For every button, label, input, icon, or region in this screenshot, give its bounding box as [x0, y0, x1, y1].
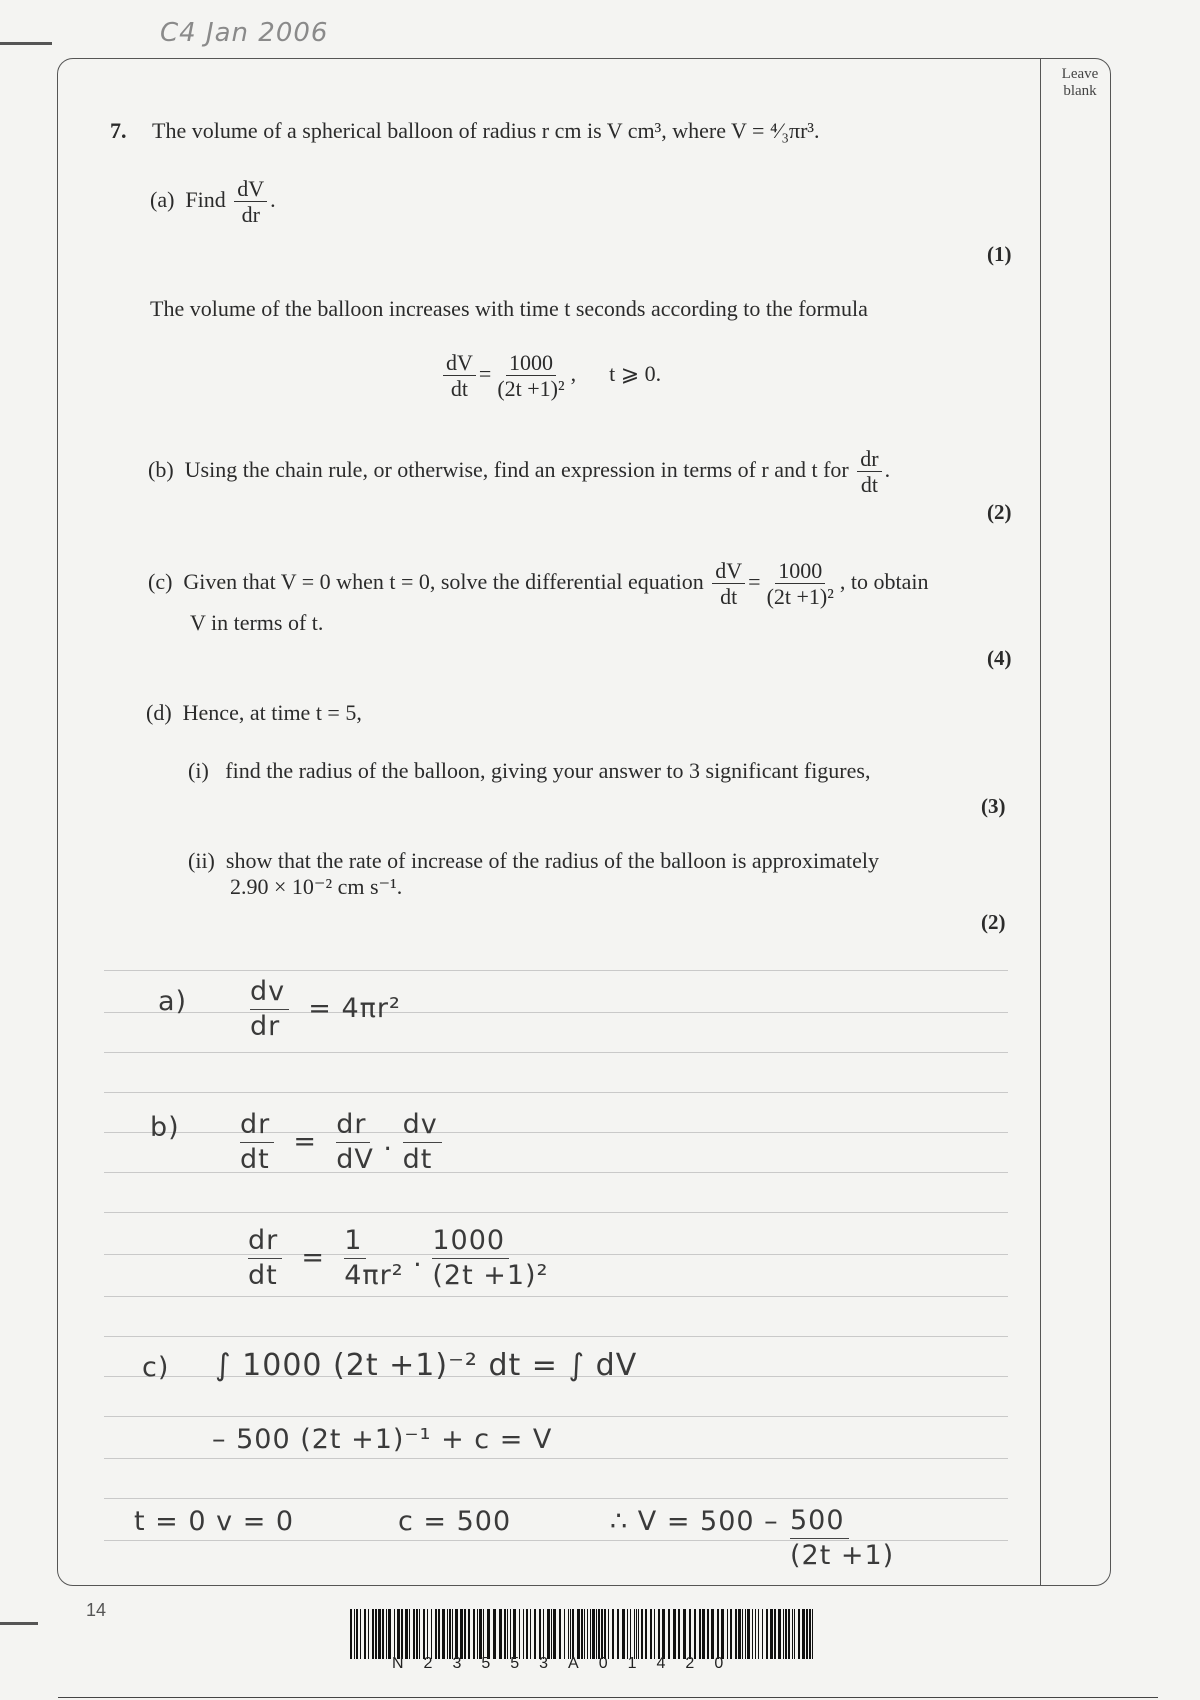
barcode-bar [636, 1609, 637, 1659]
formula-sep: , [570, 360, 577, 386]
barcode-bar [473, 1609, 475, 1659]
barcode-bar [783, 1609, 784, 1659]
barcode-bar [368, 1609, 369, 1659]
ruled-line [104, 970, 1008, 971]
part-b-text: Using the chain rule, or otherwise, find an expression in terms of r and t for [184, 456, 849, 482]
barcode-bar [587, 1609, 588, 1659]
part-b-tail: . [884, 456, 891, 482]
barcode-bar [354, 1609, 355, 1659]
answer-c-line1: ∫ 1000 (2t +1)⁻² dt = ∫ dV [215, 1348, 638, 1383]
formula-condition: t ⩾ 0. [609, 360, 662, 386]
barcode-bar [455, 1609, 458, 1659]
formula-lhs-den: dt [450, 376, 468, 402]
answer-a-label: a) [158, 986, 188, 1017]
barcode-bar [382, 1609, 384, 1659]
formula-rhs [494, 350, 567, 402]
barcode-bar [570, 1609, 571, 1659]
barcode-bar [634, 1609, 635, 1659]
part-a-text: Find [185, 186, 226, 212]
barcode-bar [650, 1609, 652, 1659]
barcode-bar [678, 1609, 680, 1659]
part-b-label: (b) [148, 456, 174, 482]
part-c-lhs [712, 558, 745, 610]
barcode-bar [617, 1609, 619, 1659]
ruled-line [104, 1052, 1008, 1053]
barcode-bar [673, 1609, 676, 1659]
answer-b1-dot: . [383, 1125, 394, 1157]
part-b-frac-den: dt [860, 472, 878, 498]
barcode-bar [745, 1609, 746, 1659]
formula-eq: = [478, 360, 492, 386]
barcode-bar [449, 1609, 451, 1659]
barcode-bar [405, 1609, 408, 1659]
answer-c-line3-c: ∴ V = 500 – [610, 1506, 779, 1537]
barcode-bar [809, 1609, 811, 1659]
context-text: The volume of the balloon increases with time t seconds according to the formula [150, 296, 868, 321]
barcode-bar [464, 1609, 466, 1659]
formula-lhs-num: dV [443, 350, 476, 376]
barcode-bar [447, 1609, 448, 1659]
barcode-bar [378, 1609, 381, 1659]
barcode-bar [356, 1609, 358, 1659]
answer-b2-left-den: dt [248, 1259, 278, 1291]
barcode-bar [487, 1609, 490, 1659]
barcode-bar [738, 1609, 741, 1659]
barcode-bar [598, 1609, 600, 1659]
barcode-bar [364, 1609, 366, 1659]
barcode-bar [601, 1609, 603, 1659]
barcode-bar [707, 1609, 709, 1659]
barcode-bar [758, 1609, 759, 1659]
answer-c-line3-fraction [790, 1504, 894, 1573]
part-a-label: (a) [150, 186, 175, 212]
barcode-bar [409, 1609, 410, 1659]
barcode-bar [427, 1609, 428, 1659]
barcode-bar [568, 1609, 569, 1659]
answer-a-den: dr [250, 1010, 281, 1042]
barcode-bar [479, 1609, 482, 1659]
barcode-bar [694, 1609, 696, 1659]
barcode-bar [584, 1609, 585, 1659]
barcode-bar [590, 1609, 591, 1659]
barcode-bar [504, 1609, 506, 1659]
answer-b1-right-num: dv [403, 1108, 442, 1143]
answer-a-fraction [250, 975, 289, 1044]
barcode-bar [581, 1609, 583, 1659]
part-c-tail: , to obtain [839, 568, 929, 594]
barcode-bar [638, 1609, 639, 1659]
barcode-bar [543, 1609, 544, 1659]
part-c-label: (c) [148, 568, 173, 594]
ruled-line [104, 1336, 1008, 1337]
answer-b2-right-den: (2t +1)² [432, 1259, 549, 1291]
answer-b1-left-den: dt [240, 1143, 270, 1175]
barcode-bar [397, 1609, 400, 1659]
part-d-i [188, 758, 870, 784]
barcode-bar [526, 1609, 528, 1659]
barcode-bar [530, 1609, 531, 1659]
barcode-bar [802, 1609, 805, 1659]
barcode-bar [519, 1609, 520, 1659]
answer-c-frac-den: (2t +1) [790, 1539, 895, 1571]
barcode-bar [513, 1609, 516, 1659]
barcode-bar [596, 1609, 597, 1659]
answer-b2-dot: . [413, 1241, 423, 1273]
barcode-bar [702, 1609, 705, 1659]
barcode-bar [523, 1609, 524, 1659]
ruled-line [104, 1458, 1008, 1459]
barcode-bar [668, 1609, 670, 1659]
barcode-bar [755, 1609, 756, 1659]
barcode-bar [778, 1609, 781, 1659]
answer-c-label: c) [142, 1352, 170, 1383]
question-stem-formula: ⁴⁄₃πr³. [769, 118, 820, 143]
barcode-bar [608, 1609, 609, 1659]
barcode-bar [375, 1609, 377, 1659]
displayed-formula [440, 350, 661, 402]
leave-blank-label: Leave blank [1061, 66, 1099, 99]
barcode-bar [604, 1609, 606, 1659]
barcode-bar [452, 1609, 453, 1659]
answer-b2-right-num: 1000 [432, 1224, 509, 1259]
answer-a-rhs: = 4πr² [308, 992, 401, 1024]
part-b-fraction [857, 446, 881, 498]
answer-b2-left-num: dr [248, 1224, 282, 1259]
answer-a [250, 975, 401, 1044]
part-c-line2: V in terms of t. [190, 610, 324, 635]
barcode-bar [689, 1609, 691, 1659]
part-d-label: (d) [146, 700, 172, 725]
barcode-bar [794, 1609, 795, 1659]
leave-blank-divider [1040, 59, 1041, 1585]
barcode-bar [711, 1609, 714, 1659]
part-c-marks: (4) [987, 646, 1012, 670]
part-c-lhs-den: dt [720, 584, 738, 610]
page-number: 14 [86, 1600, 107, 1620]
barcode-bar [388, 1609, 391, 1659]
part-d-i-text: find the radius of the balloon, giving your answer to 3 significant figures, [225, 758, 871, 783]
question-number: 7. [110, 118, 127, 143]
bottom-rule [58, 1697, 1158, 1698]
barcode-bar [559, 1609, 561, 1659]
part-d-ii-label: (ii) [188, 848, 215, 873]
barcode-bar [752, 1609, 753, 1659]
barcode-bar [658, 1609, 660, 1659]
ruled-line [104, 1416, 1008, 1417]
part-a-frac-num: dV [234, 176, 267, 202]
barcode-bar [386, 1609, 387, 1659]
barcode-bar [774, 1609, 776, 1659]
margin-mark-bottom [0, 1622, 38, 1625]
barcode-bar [730, 1609, 732, 1659]
part-c-rhs [764, 558, 837, 610]
part-d-ii [188, 848, 1008, 874]
ruled-line [104, 1092, 1008, 1093]
barcode-bar [762, 1609, 763, 1659]
barcode-bar [683, 1609, 686, 1659]
answer-b2-mid-den: 4πr² [344, 1259, 404, 1291]
part-d-ii-text: show that the rate of increase of the radius of the balloon is approximately [225, 848, 879, 873]
answer-b2-right [432, 1224, 548, 1293]
barcode-bar [551, 1609, 552, 1659]
ruled-line [104, 1296, 1008, 1297]
answer-b-label: b) [150, 1112, 180, 1143]
barcode-bar [468, 1609, 470, 1659]
formula-rhs-num: 1000 [506, 350, 556, 376]
barcode-bar [553, 1609, 556, 1659]
part-a-frac-den: dr [241, 202, 260, 228]
barcode-bar [423, 1609, 425, 1659]
part-d [146, 700, 362, 726]
formula-rhs-den: (2t +1)² [497, 376, 565, 402]
barcode-bar [717, 1609, 719, 1659]
part-d-text: Hence, at time t = 5, [182, 700, 362, 725]
answer-b-line2 [248, 1224, 548, 1293]
part-c-text: Given that V = 0 when t = 0, solve the differential equation [183, 568, 704, 594]
barcode-bar [735, 1609, 737, 1659]
barcode-bar [438, 1609, 440, 1659]
question-stem-text: The volume of a spherical balloon of radius r cm is V cm³, where V = [152, 118, 770, 143]
barcode-bar [798, 1609, 800, 1659]
barcode-bar [766, 1609, 768, 1659]
barcode-bar [460, 1609, 463, 1659]
answer-b1-eq: = [293, 1125, 318, 1157]
answer-b1-left-num: dr [240, 1108, 274, 1143]
barcode-bar [547, 1609, 550, 1659]
answer-b1-right [403, 1108, 442, 1177]
part-c-rhs-num: 1000 [775, 558, 825, 584]
barcode-bar [419, 1609, 420, 1659]
barcode-bar [592, 1609, 595, 1659]
barcode-bar [394, 1609, 395, 1659]
barcode-bar [442, 1609, 445, 1659]
formula-lhs [443, 350, 476, 402]
barcode-bar [630, 1609, 631, 1659]
barcode-bar [539, 1609, 541, 1659]
barcode-bar [812, 1609, 813, 1659]
answer-b-line1 [240, 1108, 442, 1177]
barcode-bar [622, 1609, 625, 1659]
barcode-bar [727, 1609, 728, 1659]
barcode-bar [360, 1609, 361, 1659]
answer-b1-right-den: dt [402, 1143, 433, 1175]
part-a [150, 176, 276, 228]
answer-c-line2: – 500 (2t +1)⁻¹ + c = V [212, 1424, 553, 1455]
part-d-i-marks: (3) [981, 794, 1006, 818]
barcode-bar [641, 1609, 643, 1659]
answer-c-line3-a: t = 0 v = 0 [134, 1506, 295, 1537]
ruled-line [104, 1012, 1008, 1013]
ruled-line [104, 1212, 1008, 1213]
answer-b1-left [240, 1108, 274, 1177]
barcode-bar [431, 1609, 432, 1659]
barcode-bar [493, 1609, 496, 1659]
part-d-ii-marks: (2) [981, 910, 1006, 934]
ruled-line [104, 1254, 1008, 1255]
part-a-marks: (1) [987, 242, 1012, 266]
part-d-ii-line2: 2.90 × 10⁻² cm s⁻¹. [230, 874, 403, 899]
barcode-bar [572, 1609, 574, 1659]
barcode-bar [507, 1609, 508, 1659]
barcode-bar [654, 1609, 655, 1659]
barcode-bar [350, 1609, 352, 1659]
answer-b1-mid [336, 1108, 374, 1177]
barcode-bar [577, 1609, 580, 1659]
part-c-eq: = [748, 568, 761, 594]
barcode-bar [401, 1609, 403, 1659]
barcode-bar [627, 1609, 628, 1659]
answer-b2-mid [344, 1224, 403, 1293]
part-b [148, 446, 890, 498]
barcode-bar [645, 1609, 647, 1659]
part-c-lhs-num: dV [712, 558, 745, 584]
answer-c-line3-b: c = 500 [398, 1506, 512, 1537]
barcode-bar [785, 1609, 787, 1659]
handwritten-header-note: C4 Jan 2006 [160, 18, 329, 48]
part-d-i-label: (i) [188, 758, 209, 783]
barcode-bar [510, 1609, 511, 1659]
barcode-bar [477, 1609, 478, 1659]
ruled-line [104, 1498, 1008, 1499]
barcode-text: N23553A01420 [392, 1655, 744, 1672]
barcode-bar [483, 1609, 484, 1659]
part-b-frac-num: dr [857, 446, 881, 472]
barcode-bar [792, 1609, 793, 1659]
barcode-bar [721, 1609, 724, 1659]
answer-b2-mid-num: 1 [344, 1224, 366, 1259]
part-c-rhs-den: (2t +1)² [766, 584, 834, 610]
answer-b1-mid-den: dV [336, 1143, 374, 1175]
answer-b2-left [248, 1224, 282, 1293]
answer-a-num: dv [250, 975, 289, 1010]
answer-b1-mid-num: dr [336, 1108, 370, 1143]
barcode [350, 1609, 818, 1659]
barcode-bar [747, 1609, 750, 1659]
barcode-bar [612, 1609, 614, 1659]
barcode-bar [806, 1609, 808, 1659]
barcode-bar [662, 1609, 665, 1659]
answer-c-fraction [790, 1504, 894, 1573]
answer-c-frac-num: 500 [790, 1504, 849, 1539]
barcode-bar [788, 1609, 790, 1659]
barcode-bar [699, 1609, 701, 1659]
barcode-bar [742, 1609, 743, 1659]
barcode-bar [770, 1609, 773, 1659]
question-stem [152, 118, 820, 144]
answer-b2-eq: = [301, 1241, 326, 1273]
barcode-bar [413, 1609, 415, 1659]
margin-mark-top [0, 42, 52, 45]
barcode-bar [372, 1609, 374, 1659]
part-a-fraction [234, 176, 267, 228]
barcode-bar [435, 1609, 437, 1659]
barcode-bar [416, 1609, 418, 1659]
barcode-bar [564, 1609, 565, 1659]
barcode-bar [534, 1609, 536, 1659]
part-c [148, 558, 928, 610]
part-a-tail: . [270, 186, 276, 212]
part-b-marks: (2) [987, 500, 1012, 524]
barcode-bar [499, 1609, 502, 1659]
